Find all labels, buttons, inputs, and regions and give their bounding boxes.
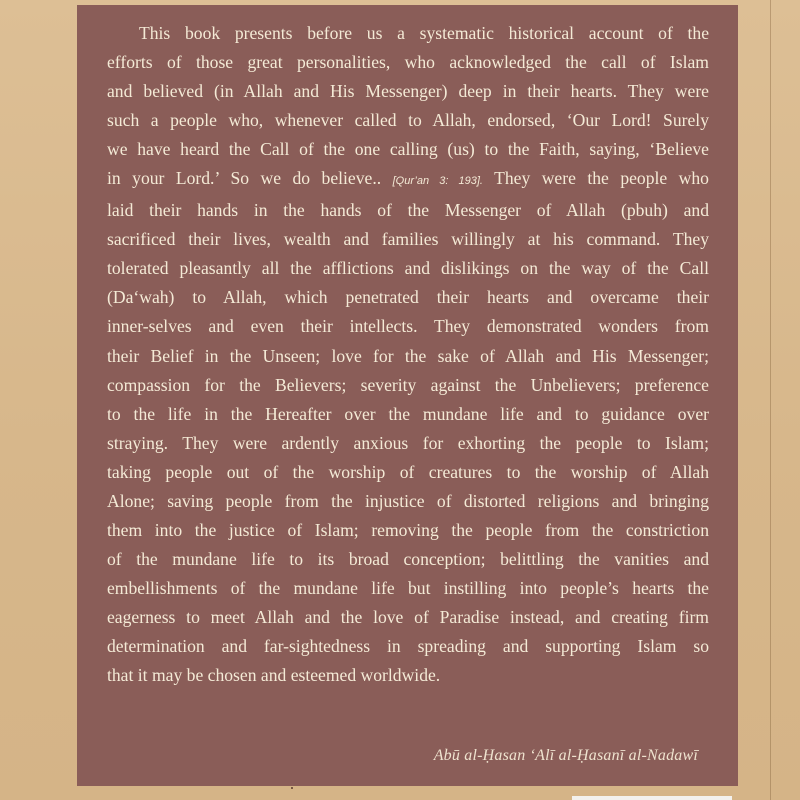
spine-fold-line — [770, 0, 771, 800]
blurb-panel — [77, 5, 738, 786]
barcode-label-edge — [572, 796, 732, 800]
blurb-text — [107, 19, 709, 690]
blurb-line-text: in your Lord.’ So we do believe.. — [107, 168, 393, 189]
author-attribution: Abū al-Ḥasan ‘Alī al-Ḥasanī al-Nadawī — [433, 747, 698, 764]
blurb-line: we have heard the Call of the one calling (us) to the Faith, saying, ‘Believe — [107, 139, 709, 160]
blurb-line: (Da‘wah) to Allah, which penetrated their hearts and overcame their — [107, 287, 709, 308]
blurb-line: inner-selves and even their intellects. They demonstrated wonders from — [107, 316, 709, 337]
print-speck — [291, 787, 293, 789]
blurb-line-text: They were the people who — [482, 168, 709, 189]
blurb-line: their Belief in the Unseen; love for the sake of Allah and His Messenger; — [107, 345, 709, 366]
blurb-line: eagerness to meet Allah and the love of Paradise instead, and creating firm — [107, 606, 709, 627]
blurb-line: of the mundane life to its broad conception; belittling the vanities and — [107, 548, 709, 569]
blurb-line: determination and far-sightedness in spreading and supporting Islam so — [107, 635, 709, 656]
blurb-line: efforts of those great personalities, who acknowledged the call of Islam — [107, 52, 709, 73]
blurb-line: This book presents before us a systematic historical account of the — [139, 23, 709, 43]
blurb-line: taking people out of the worship of creatures to the worship of Allah — [107, 461, 709, 482]
blurb-line: them into the justice of Islam; removing the people from the constriction — [107, 519, 709, 540]
blurb-line: laid their hands in the hands of the Messenger of Allah (pbuh) and — [107, 200, 709, 221]
blurb-line: that it may be chosen and esteemed worldwide. — [107, 665, 441, 686]
blurb-line: straying. They were ardently anxious for exhorting the people to Islam; — [107, 432, 709, 453]
blurb-line: embellishments of the mundane life but instilling into people’s hearts the — [107, 577, 709, 598]
blurb-line: compassion for the Believers; severity against the Unbelievers; preference — [107, 374, 709, 395]
quran-citation: [Qur’an 3: 193]. — [392, 175, 483, 188]
blurb-line: and believed (in Allah and His Messenger) deep in their hearts. They were — [107, 81, 709, 102]
blurb-line-with-citation — [107, 164, 709, 196]
blurb-line: sacrificed their lives, wealth and families willingly at his command. They — [107, 229, 709, 250]
blurb-line: to the life in the Hereafter over the mundane life and to guidance over — [107, 403, 709, 424]
blurb-line: Alone; saving people from the injustice of distorted religions and bringing — [107, 490, 709, 511]
blurb-line: tolerated pleasantly all the afflictions and dislikings on the way of the Call — [107, 258, 709, 279]
blurb-line: such a people who, whenever called to Allah, endorsed, ‘Our Lord! Surely — [107, 110, 709, 131]
